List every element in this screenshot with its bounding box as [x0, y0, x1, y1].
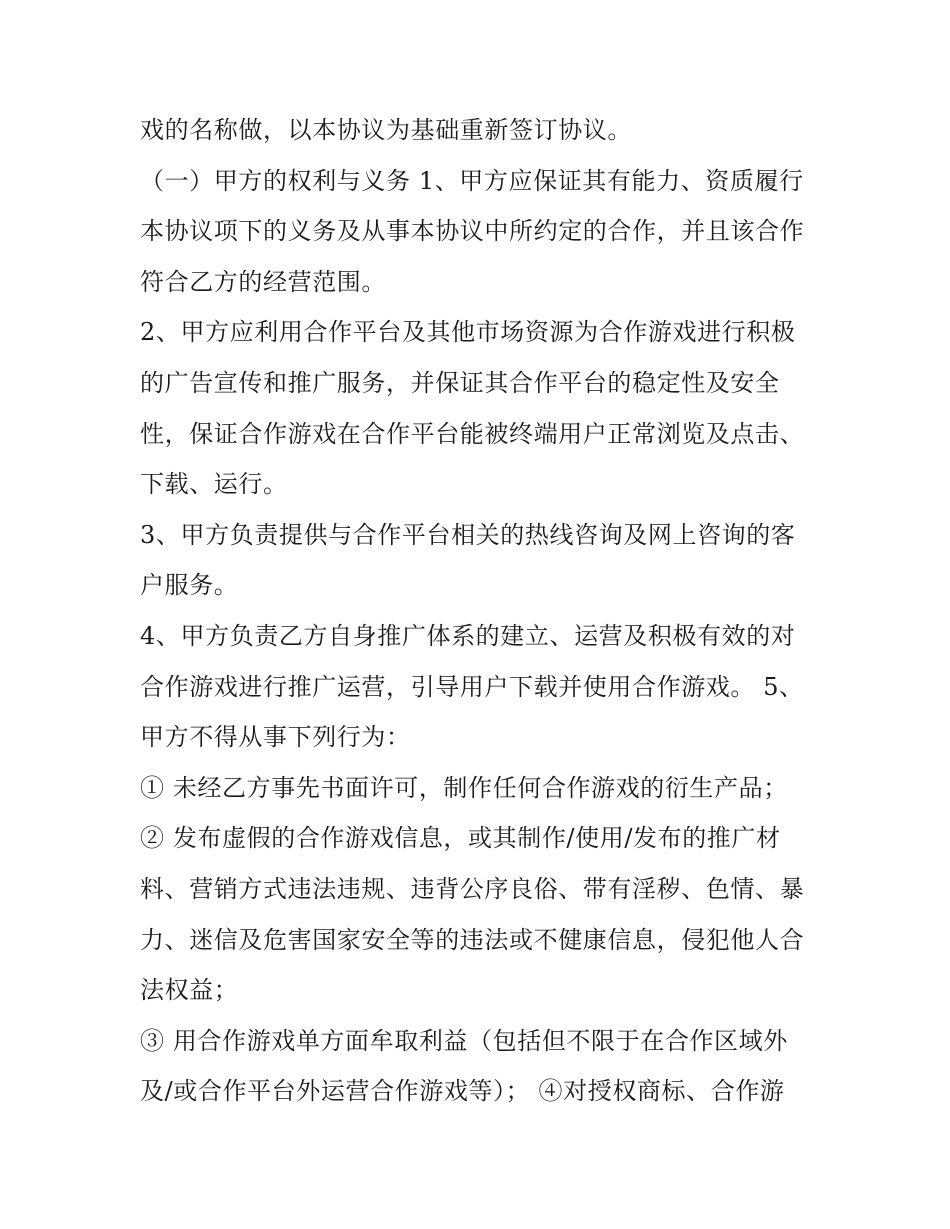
text-line: 4、甲方负责乙方自身推广体系的建立、运营及积极有效的对 [140, 621, 796, 650]
text-line: ① 未经乙方事先书面许可，制作任何合作游戏的衍生产品； [140, 773, 788, 802]
text-line: 甲方不得从事下列行为： [140, 723, 411, 752]
text-line: 本协议项下的义务及从事本协议中所约定的合作，并且该合作 [140, 217, 805, 246]
text-line: 下载、运行。 [140, 470, 288, 499]
text-line: ② 发布虚假的合作游戏信息，或其制作/使用/发布的推广材 [140, 824, 781, 853]
text-line: 料、营销方式违法违规、违背公序良俗、带有淫秽、色情、暴 [140, 874, 805, 903]
text-line: 户服务。 [140, 571, 239, 600]
text-line: 力、迷信及危害国家安全等的违法或不健康信息，侵犯他人合 [140, 925, 805, 954]
text-line: 2、甲方应利用合作平台及其他市场资源为合作游戏进行积极 [140, 318, 796, 347]
text-line: 符合乙方的经营范围。 [140, 267, 386, 296]
text-line: 法权益； [140, 976, 239, 1005]
text-line: 的广告宣传和推广服务，并保证其合作平台的稳定性及安全 [140, 368, 780, 397]
document-body [140, 105, 820, 1117]
text-line: ③ 用合作游戏单方面牟取利益（包括但不限于在合作区域外 [140, 1026, 788, 1055]
text-line: 及/或合作平台外运营合作游戏等）； ④对授权商标、合作游 [140, 1077, 785, 1106]
text-line: 3、甲方负责提供与合作平台相关的热线咨询及网上咨询的客 [140, 520, 796, 549]
text-line: 合作游戏进行推广运营，引导用户下载并使用合作游戏。 5、 [140, 672, 804, 701]
text-line: 性，保证合作游戏在合作平台能被终端用户正常浏览及点击、 [140, 419, 805, 448]
text-line: 戏的名称做，以本协议为基础重新签订协议。 [140, 116, 632, 144]
text-line: （一）甲方的权利与义务 1、甲方应保证其有能力、资质履行 [140, 166, 804, 195]
